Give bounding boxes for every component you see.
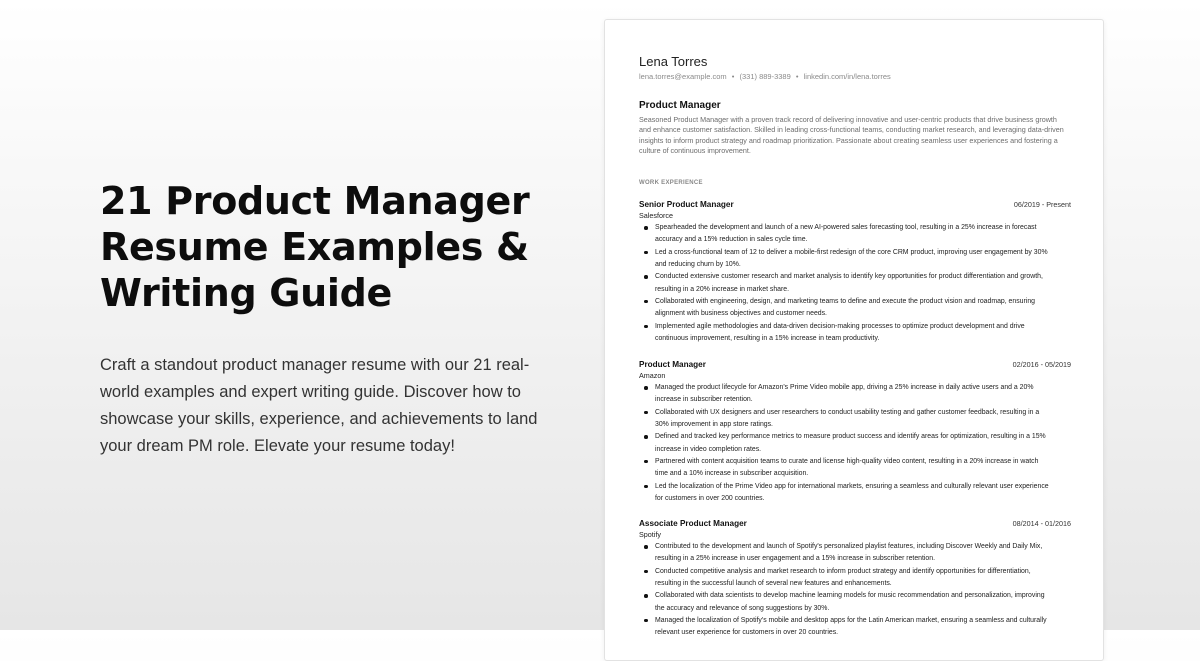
job-bullet: Managed the product lifecycle for Amazon's Prime Video mobile app, driving a 25% increase in daily active users and a 20% increase in subscriber retention. [639,382,1050,407]
job-title: Product Manager [639,360,706,370]
resume-email: lena.torres@example.com [639,72,727,81]
job-company: Spotify [639,530,661,540]
job-entry [639,359,1071,505]
job-dates: 02/2016 - 05/2019 [1012,360,1071,370]
job-bullet: Collaborated with data scientists to develop machine learning models for music recommendation and personalization, improving the accuracy and relevance of song suggestions by 30%. [639,590,1050,615]
job-bullet: Led the localization of the Prime Video app for international markets, ensuring a seamless and culturally relevant user experience for customers in over 200 countries. [639,481,1050,506]
job-bullet: Conducted extensive customer research and market analysis to identify key opportunities for product differentiation and growth, resulting in a 20% increase in market share. [639,271,1050,296]
job-company: Amazon [639,371,666,381]
resume-content [639,54,1071,640]
job-bullet: Implemented agile methodologies and data-driven decision-making processes to optimize product development and drive continuous improvement, resulting in a 15% increase in team productivity. [639,321,1050,346]
job-title: Senior Product Manager [639,200,734,210]
job-bullet: Spearheaded the development and launch of a new AI-powered sales forecasting tool, resulting in a 25% increase in forecast accuracy and a 15% reduction in sales cycle time. [639,222,1050,247]
contact-separator: • [795,72,799,81]
job-bullets [639,222,1071,345]
job-bullet: Led a cross-functional team of 12 to deliver a mobile-first redesign of the core CRM product, improving user engagement by 30% and reducing churn by 10%. [639,247,1050,272]
job-bullet: Collaborated with UX designers and user researchers to conduct usability testing and gather customer feedback, resulting in a 30% improvement in app store ratings. [639,407,1050,432]
resume-summary: Seasoned Product Manager with a proven track record of delivering innovative and user-centric products that drive business growth and enhance customer satisfaction. Skilled in leading cross-functional teams, conducting market research, and leveraging data-driven insights to inform product strategy and roadmap prioritization. Passionate about creating seamless user experiences and fostering a culture of continuous improvement. [639,115,1064,155]
job-bullets [639,382,1071,505]
job-bullet: Conducted competitive analysis and market research to inform product strategy and identify opportunities for differentiation, resulting in the successful launch of several new features and enhancements. [639,566,1050,591]
job-bullet: Managed the localization of Spotify's mobile and desktop apps for the Latin American market, ensuring a seamless and culturally relevant user experience for customers in over 20 countries. [639,615,1050,640]
job-bullet: Contributed to the development and launch of Spotify's personalized playlist features, including Discover Weekly and Daily Mix, resulting in a 25% increase in user engagement and a 15% increase in subscriber retention. [639,541,1050,566]
resume-linkedin: linkedin.com/in/lena.torres [803,72,891,81]
job-bullet: Collaborated with engineering, design, and marketing teams to define and execute the product vision and roadmap, ensuring alignment with business objectives and customer needs. [639,296,1050,321]
job-title: Associate Product Manager [639,519,747,529]
job-dates: 06/2019 - Present [1013,200,1071,210]
resume-name: Lena Torres [639,54,708,69]
page-description: Craft a standout product manager resume with our 21 real-world examples and expert writing guide. Discover how to showcase your skills, experience, and achievements to land your dream PM role. Elevate your resume today! [100,356,538,455]
section-work-experience: WORK EXPERIENCE [639,180,703,187]
job-bullets [639,541,1071,639]
resume-title: Product Manager [639,100,721,111]
resume-phone: (331) 889-3389 [739,72,791,81]
page-title: 21 Product Manager Resume Examples & Writing Guide [100,179,530,315]
job-entry [639,199,1071,345]
job-bullet: Defined and tracked key performance metrics to measure product success and identify areas for optimization, resulting in a 15% increase in video completion rates. [639,431,1050,456]
job-entry [639,518,1071,639]
resume-preview [604,19,1104,661]
resume-contact [639,72,1071,82]
job-bullet: Partnered with content acquisition teams to curate and license high-quality video content, resulting in a 20% increase in watch time and a 10% increase in subscriber acquisition. [639,456,1050,481]
job-dates: 08/2014 - 01/2016 [1012,519,1071,529]
contact-separator: • [731,72,735,81]
job-company: Salesforce [639,211,673,221]
